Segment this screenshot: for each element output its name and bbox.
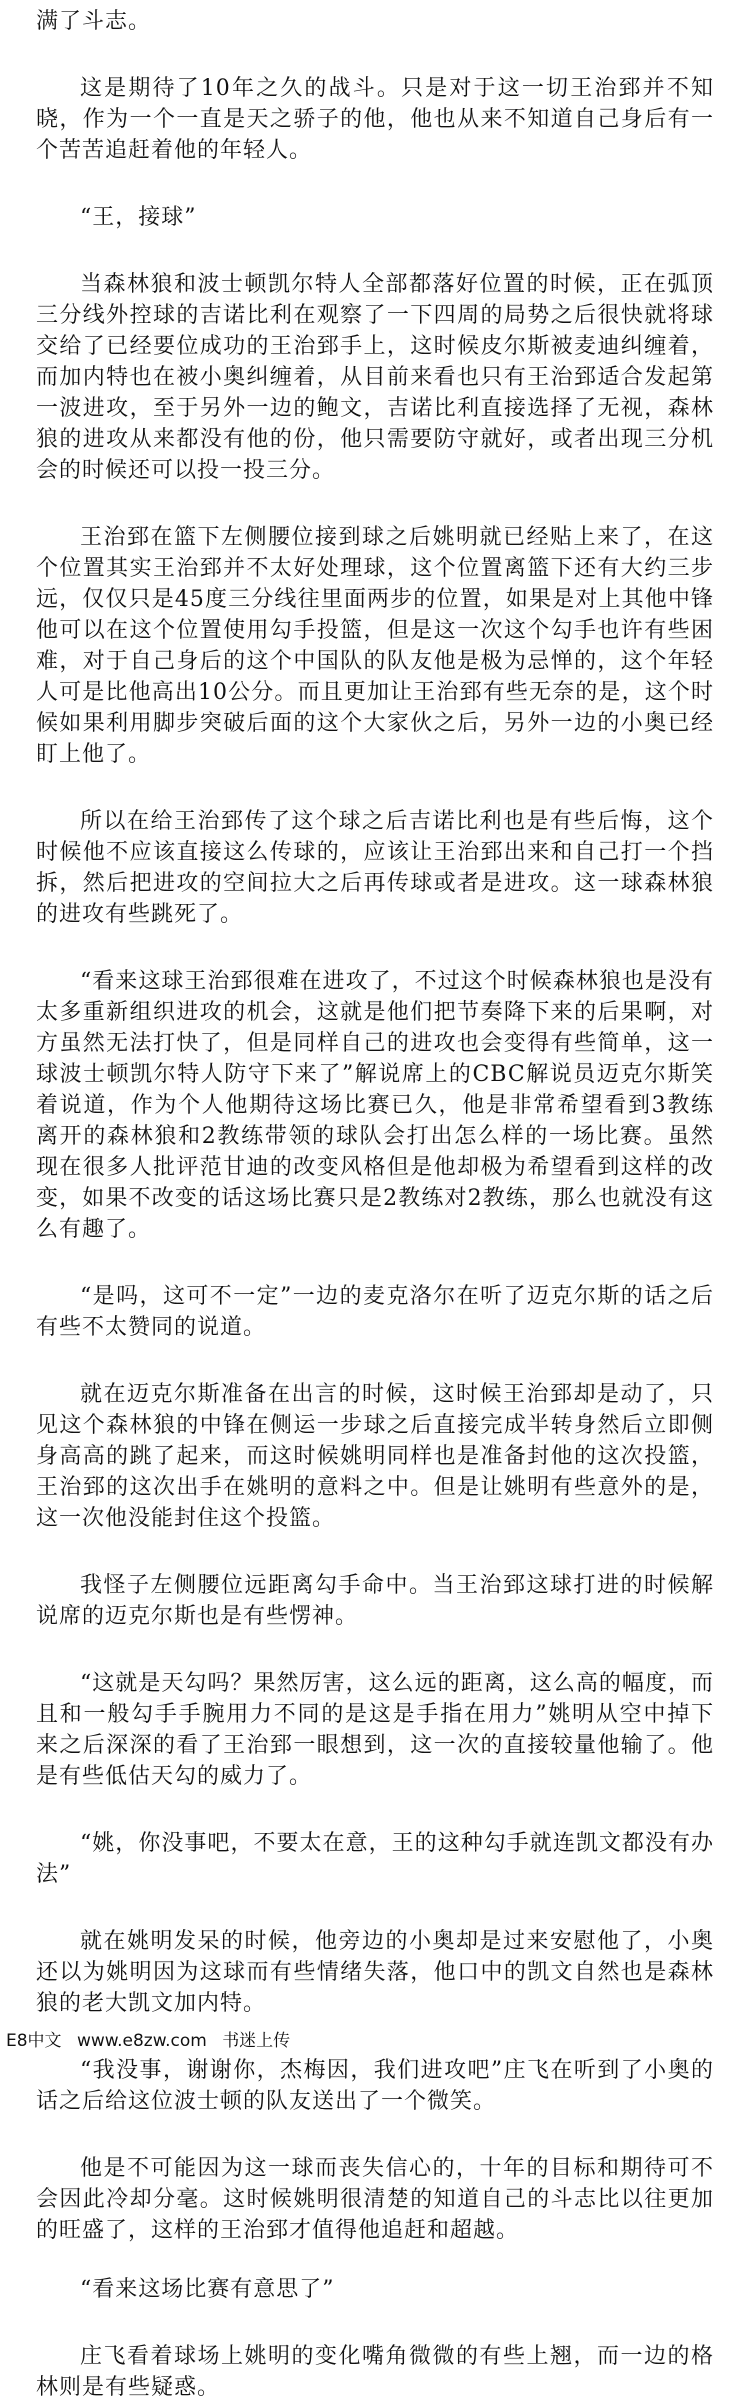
watermark-site-name: E8中文 xyxy=(6,2031,62,2051)
paragraph-gap xyxy=(36,2117,714,2153)
paragraph-gap xyxy=(36,1632,714,1668)
paragraph: 他是不可能因为这一球而丧失信心的，十年的目标和期待可不会因此冷却分毫。这时候姚明很清楚的知道自己的斗志比以往更加的旺盛了，这样的王治郅才值得他追赶和超越。 xyxy=(36,2156,714,2243)
paragraph: 所以在给王治郅传了这个球之后吉诺比利也是有些后悔，这个时候他不应该直接这么传球的，应该让王治郅出来和自己打一个挡拆，然后把进攻的空间拉大之后再传球或者是进攻。这一球森林狼的进攻有些跳死了。 xyxy=(36,809,714,927)
paragraph: 就在迈克尔斯准备在出言的时候，这时候王治郅却是动了，只见这个森林狼的中锋在侧运一步球之后直接完成半转身然后立即侧身高高的跳了起来，而这时候姚明同样也是准备封他的这次投篮，王治郅的这次出手在姚明的意料之中。但是让姚明有些意外的是，这一次他没能封住这个投篮。 xyxy=(36,1382,714,1531)
paragraph: 就在姚明发呆的时候，他旁边的小奥却是过来安慰他了，小奥还以为姚明因为这球而有些情绪失落，他口中的凯文自然也是森林狼的老大凯文加内特。 xyxy=(36,1929,714,2016)
site-watermark xyxy=(6,2026,300,2051)
paragraph-gap xyxy=(36,486,714,522)
paragraph: 王治郅在篮下左侧腰位接到球之后姚明就已经贴上来了，在这个位置其实王治郅并不太好处理球，这个位置离篮下还有大约三步远，仅仅只是45度三分线往里面两步的位置，如果是对上其他中锋他可以在这个位置使用勾手投篮，但是这一次这个勾手也许有些困难，对于自己身后的这个中国队的队友他是极为忌惮的，这个年轻人可是比他高出10公分。而且更加让王治郅有些无奈的是，这个时候如果利用脚步突破后面的这个大家伙之后，另外一边的小奥已经盯上他了。 xyxy=(36,525,714,767)
paragraph-gap xyxy=(36,2246,714,2274)
watermark-url: www.e8zw.com xyxy=(76,2031,207,2051)
paragraph-gap xyxy=(36,1245,714,1281)
paragraph: “我没事，谢谢你，杰梅因，我们进攻吧”庄飞在听到了小奥的话之后给这位波士顿的队友送出了一个微笑。 xyxy=(36,2058,714,2114)
paragraph-gap xyxy=(36,37,714,73)
paragraph-gap xyxy=(36,233,714,269)
paragraph-gap xyxy=(36,1343,714,1379)
paragraph-gap xyxy=(36,166,714,202)
paragraph: “是吗，这可不一定”一边的麦克洛尔在听了迈克尔斯的话之后有些不太赞同的说道。 xyxy=(36,1284,714,1340)
paragraph-gap xyxy=(36,2305,714,2341)
paragraph-gap xyxy=(36,1792,714,1828)
paragraph-gap xyxy=(36,770,714,806)
paragraph: “看来这场比赛有意思了” xyxy=(80,2277,335,2302)
paragraph: 这是期待了10年之久的战斗。只是对于这一切王治郅并不知晓，作为一个一直是天之骄子的他，他也从来不知道自己身后有一个苦苦追赶着他的年轻人。 xyxy=(36,76,714,163)
paragraph: “这就是天勾吗？果然厉害，这么远的距离，这么高的幅度，而且和一般勾手手腕用力不同的是这是手指在用力”姚明从空中掉下来之后深深的看了王治郅一眼想到，这一次的直接较量他输了。他是有些低估天勾的威力了。 xyxy=(36,1671,714,1789)
paragraph: 满了斗志。 xyxy=(36,9,152,34)
paragraph: 我怪子左侧腰位远距离勾手命中。当王治郅这球打进的时候解说席的迈克尔斯也是有些愣神。 xyxy=(36,1573,714,1629)
paragraph-gap xyxy=(36,930,714,966)
paragraph-gap xyxy=(36,1534,714,1570)
paragraph: “姚，你没事吧，不要太在意，王的这种勾手就连凯文都没有办法” xyxy=(36,1831,714,1887)
paragraph: 当森林狼和波士顿凯尔特人全部都落好位置的时候，正在弧顶三分线外控球的吉诺比利在观察了一下四周的局势之后很快就将球交给了已经要位成功的王治郅手上，这时候皮尔斯被麦迪纠缠着，而加内特也在被小奥纠缠着，从目前来看也只有王治郅适合发起第一波进攻，至于另外一边的鲍文，吉诺比利直接选择了无视，森林狼的进攻从来都没有他的份，他只需要防守就好，或者出现三分机会的时候还可以投一投三分。 xyxy=(36,272,714,483)
paragraph: “王，接球” xyxy=(80,205,197,230)
paragraph: “看来这球王治郅很难在进攻了，不过这个时候森林狼也是没有太多重新组织进攻的机会，这就是他们把节奏降下来的后果啊，对方虽然无法打快了，但是同样自己的进攻也会变得有些简单，这一球波士顿凯尔特人防守下来了”解说席上的CBC解说员迈克尔斯笑着说道，作为个人他期待这场比赛已久，他是非常希望看到3教练离开的森林狼和2教练带领的球队会打出怎么样的一场比赛。虽然现在很多人批评范甘迪的改变风格但是他却极为希望看到这样的改变，如果不改变的话这场比赛只是2教练对2教练，那么也就没有这么有趣了。 xyxy=(36,969,714,1242)
paragraph: 庄飞看着球场上姚明的变化嘴角微微的有些上翘，而一边的格林则是有些疑惑。 xyxy=(36,2344,714,2400)
watermark-slogan: 书迷上传 xyxy=(222,2031,291,2051)
paragraph-gap xyxy=(36,1890,714,1926)
